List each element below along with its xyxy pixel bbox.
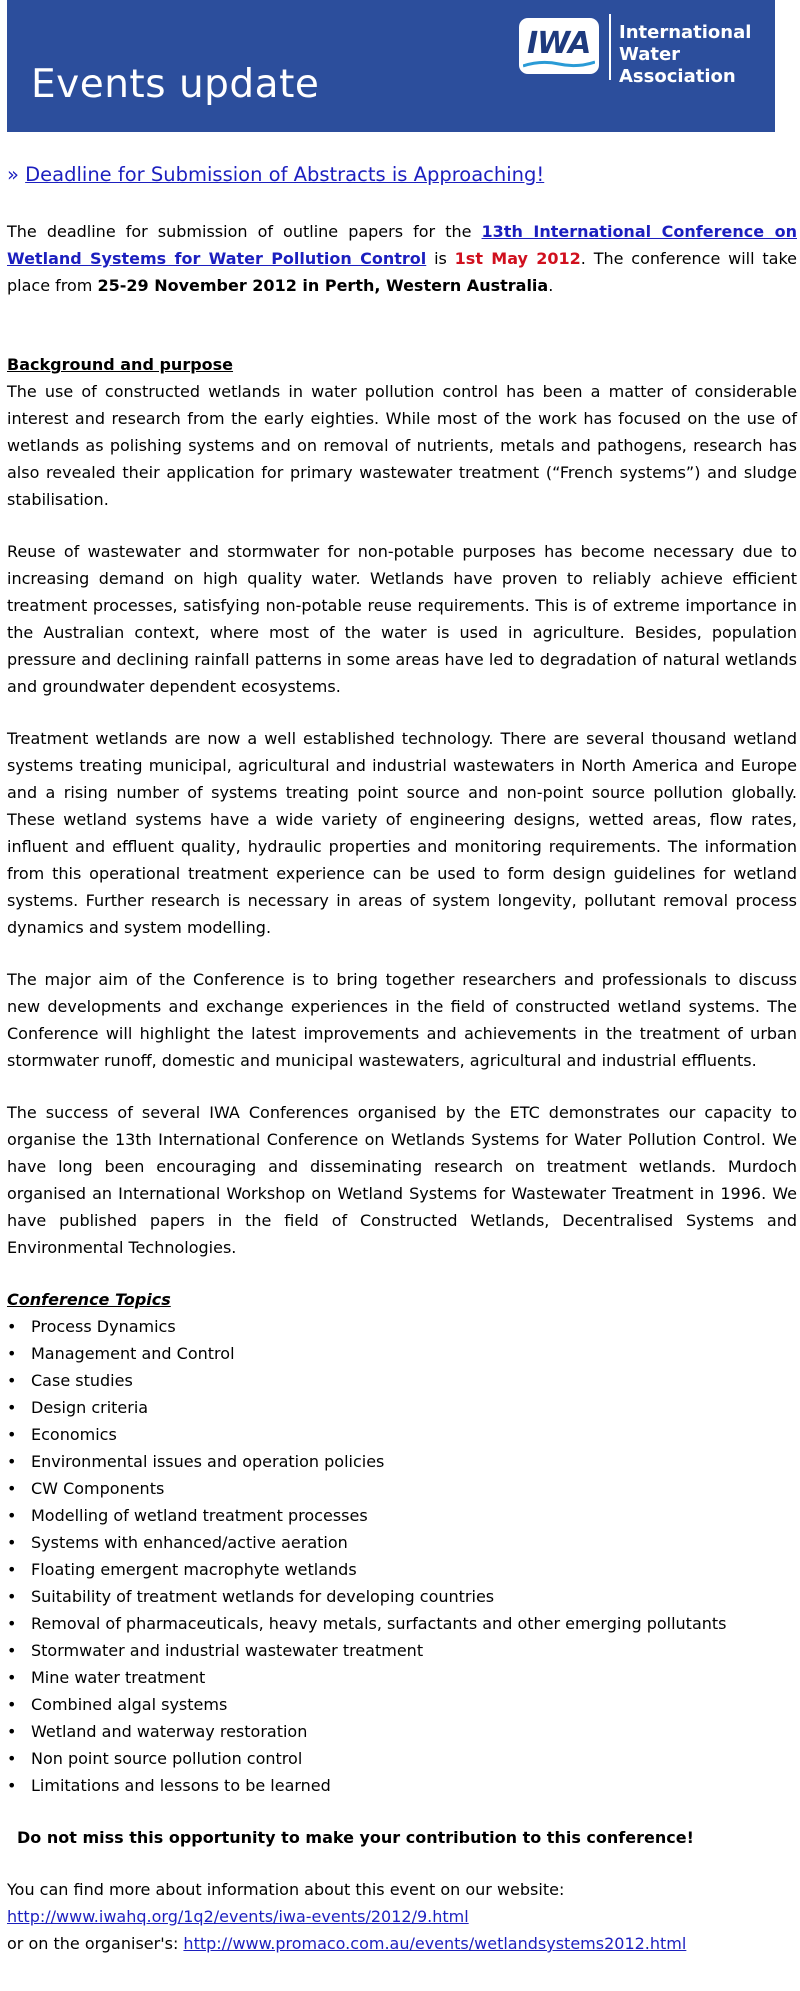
footer-text: You can find more about information about this event on our website: — [7, 1880, 565, 1899]
bullet-icon: • — [7, 1641, 17, 1660]
bullet-icon: • — [7, 1587, 17, 1606]
bullet-icon: • — [7, 1695, 17, 1714]
topic-label: Combined algal systems — [31, 1695, 228, 1714]
topic-item — [7, 1529, 797, 1556]
bullet-icon: • — [7, 1344, 17, 1363]
newsletter-content — [7, 160, 797, 1957]
banner-title: Events update — [31, 62, 320, 107]
background-heading: Background and purpose — [7, 355, 234, 374]
topic-item — [7, 1340, 797, 1367]
org-name-line2: Water Association — [619, 44, 736, 87]
background-paragraph-1: The use of constructed wetlands in water pollution control has been a matter of considerable interest and research from the early eighties. While most of the work has focused on the use of wetlands as polishing systems and on removal of nutrients, metals and pathogens, research has also revealed their application for primary wastewater treatment (“French systems”) and sludge stabilisation. — [7, 382, 797, 509]
background-paragraph-2: Reuse of wastewater and stormwater for non-potable purposes has become necessary due to increasing demand on high quality water. Wetlands have proven to reliably achieve efficient treatment processes, satisfying non-potable reuse requirements. This is of extreme importance in the Australian context, where most of the water is used in agriculture. Besides, population pressure and declining rainfall patterns in some areas have led to degradation of natural wetlands and groundwater dependent ecosystems. — [7, 542, 797, 696]
topic-item — [7, 1475, 797, 1502]
bullet-icon: • — [7, 1506, 17, 1525]
organization-name — [619, 22, 775, 88]
bullet-icon: • — [7, 1722, 17, 1741]
bullet-icon: • — [7, 1560, 17, 1579]
topic-item — [7, 1367, 797, 1394]
organiser-prefix: or on the organiser's: — [7, 1934, 184, 1953]
conference-link[interactable]: 13th International Conference on Wetland Systems for Water Pollution Control — [7, 222, 797, 268]
topics-heading: Conference Topics — [7, 1290, 171, 1309]
topic-item — [7, 1664, 797, 1691]
topic-label: Floating emergent macrophyte wetlands — [31, 1560, 357, 1579]
dates-location: 25-29 November 2012 in Perth, Western Australia — [97, 276, 549, 295]
iwa-logo-text: IWA — [527, 26, 591, 61]
background-paragraph-3: Treatment wetlands are now a well established technology. There are several thousand wetland systems treating municipal, agricultural and industrial wastewaters in North America and Europe and a rising number of systems treating point source and non-point source pollution globally. These wetland systems have a wide variety of engineering designs, wetted areas, flow rates, influent and effluent quality, hydraulic properties and monitoring requirements. The information from this operational treatment experience can be used to form design guidelines for wetland systems. Further research is necessary in areas of system longevity, pollutant removal process dynamics and system modelling. — [7, 729, 797, 937]
topic-label: Mine water treatment — [31, 1668, 206, 1687]
organiser-line — [7, 1930, 797, 1957]
topic-label: Management and Control — [31, 1344, 235, 1363]
topic-label: Removal of pharmaceuticals, heavy metals, surfactants and other emerging pollutants — [31, 1614, 727, 1633]
topic-label: Limitations and lessons to be learned — [31, 1776, 331, 1795]
topic-item — [7, 1637, 797, 1664]
topic-label: CW Components — [31, 1479, 165, 1498]
bullet-icon: • — [7, 1398, 17, 1417]
topic-label: Case studies — [31, 1371, 133, 1390]
bullet-icon: • — [7, 1668, 17, 1687]
topic-item — [7, 1718, 797, 1745]
topic-item — [7, 1502, 797, 1529]
topic-item — [7, 1583, 797, 1610]
topic-label: Systems with enhanced/active aeration — [31, 1533, 348, 1552]
topic-item — [7, 1610, 797, 1637]
bullet-icon: • — [7, 1425, 17, 1444]
topic-label: Environmental issues and operation policies — [31, 1452, 385, 1471]
topic-label: Process Dynamics — [31, 1317, 176, 1336]
call-to-action: Do not miss this opportunity to make your contribution to this conference! — [17, 1828, 694, 1847]
bullet-icon: • — [7, 1452, 17, 1471]
bullet-icon: • — [7, 1614, 17, 1633]
topic-item — [7, 1448, 797, 1475]
intro-text: The deadline for submission of outline papers for the — [7, 222, 482, 241]
topics-list — [7, 1313, 797, 1799]
logo-divider — [609, 14, 611, 80]
arrow-icon: » — [7, 163, 19, 186]
organiser-link[interactable]: http://www.promaco.com.au/events/wetlandsystems2012.html — [183, 1934, 687, 1953]
deadline-date: 1st May 2012 — [454, 249, 581, 268]
bullet-icon: • — [7, 1533, 17, 1552]
topic-item — [7, 1556, 797, 1583]
headline-link[interactable]: Deadline for Submission of Abstracts is Approaching! — [25, 163, 545, 186]
wave-icon — [523, 60, 595, 68]
topic-item — [7, 1772, 797, 1799]
org-name-line1: International — [619, 22, 752, 43]
iwa-logo — [519, 18, 599, 74]
intro-text: . The conference will take place from — [7, 249, 797, 295]
topic-item — [7, 1745, 797, 1772]
topic-item — [7, 1313, 797, 1340]
topic-label: Suitability of treatment wetlands for developing countries — [31, 1587, 495, 1606]
topic-item — [7, 1421, 797, 1448]
bullet-icon: • — [7, 1479, 17, 1498]
topic-item — [7, 1691, 797, 1718]
background-paragraph-4: The major aim of the Conference is to bring together researchers and professionals to discuss new developments and exchange experiences in the field of constructed wetland systems. The Conference will highlight the latest improvements and achievements in the treatment of urban stormwater runoff, domestic and municipal wastewaters, agricultural and industrial effluents. — [7, 970, 797, 1070]
website-link[interactable]: http://www.iwahq.org/1q2/events/iwa-events/2012/9.html — [7, 1907, 469, 1926]
topic-label: Design criteria — [31, 1398, 149, 1417]
topic-label: Wetland and waterway restoration — [31, 1722, 308, 1741]
background-paragraph-5: The success of several IWA Conferences organised by the ETC demonstrates our capacity to organise the 13th International Conference on Wetlands Systems for Water Pollution Control. We have long been encouraging and disseminating research on treatment wetlands. Murdoch organised an International Workshop on Wetland Systems for Wastewater Treatment in 1996. We have published papers in the field of Constructed Wetlands, Decentralised Systems and Environmental Technologies. — [7, 1103, 797, 1257]
headline — [7, 160, 797, 190]
intro-paragraph — [7, 218, 797, 299]
events-banner — [7, 0, 775, 132]
bullet-icon: • — [7, 1317, 17, 1336]
topic-item — [7, 1394, 797, 1421]
intro-text: . — [548, 276, 554, 295]
bullet-icon: • — [7, 1776, 17, 1795]
topic-label: Economics — [31, 1425, 117, 1444]
bullet-icon: • — [7, 1749, 17, 1768]
topic-label: Modelling of wetland treatment processes — [31, 1506, 368, 1525]
bullet-icon: • — [7, 1371, 17, 1390]
topic-label: Stormwater and industrial wastewater treatment — [31, 1641, 424, 1660]
intro-text: is — [426, 249, 455, 268]
topic-label: Non point source pollution control — [31, 1749, 303, 1768]
